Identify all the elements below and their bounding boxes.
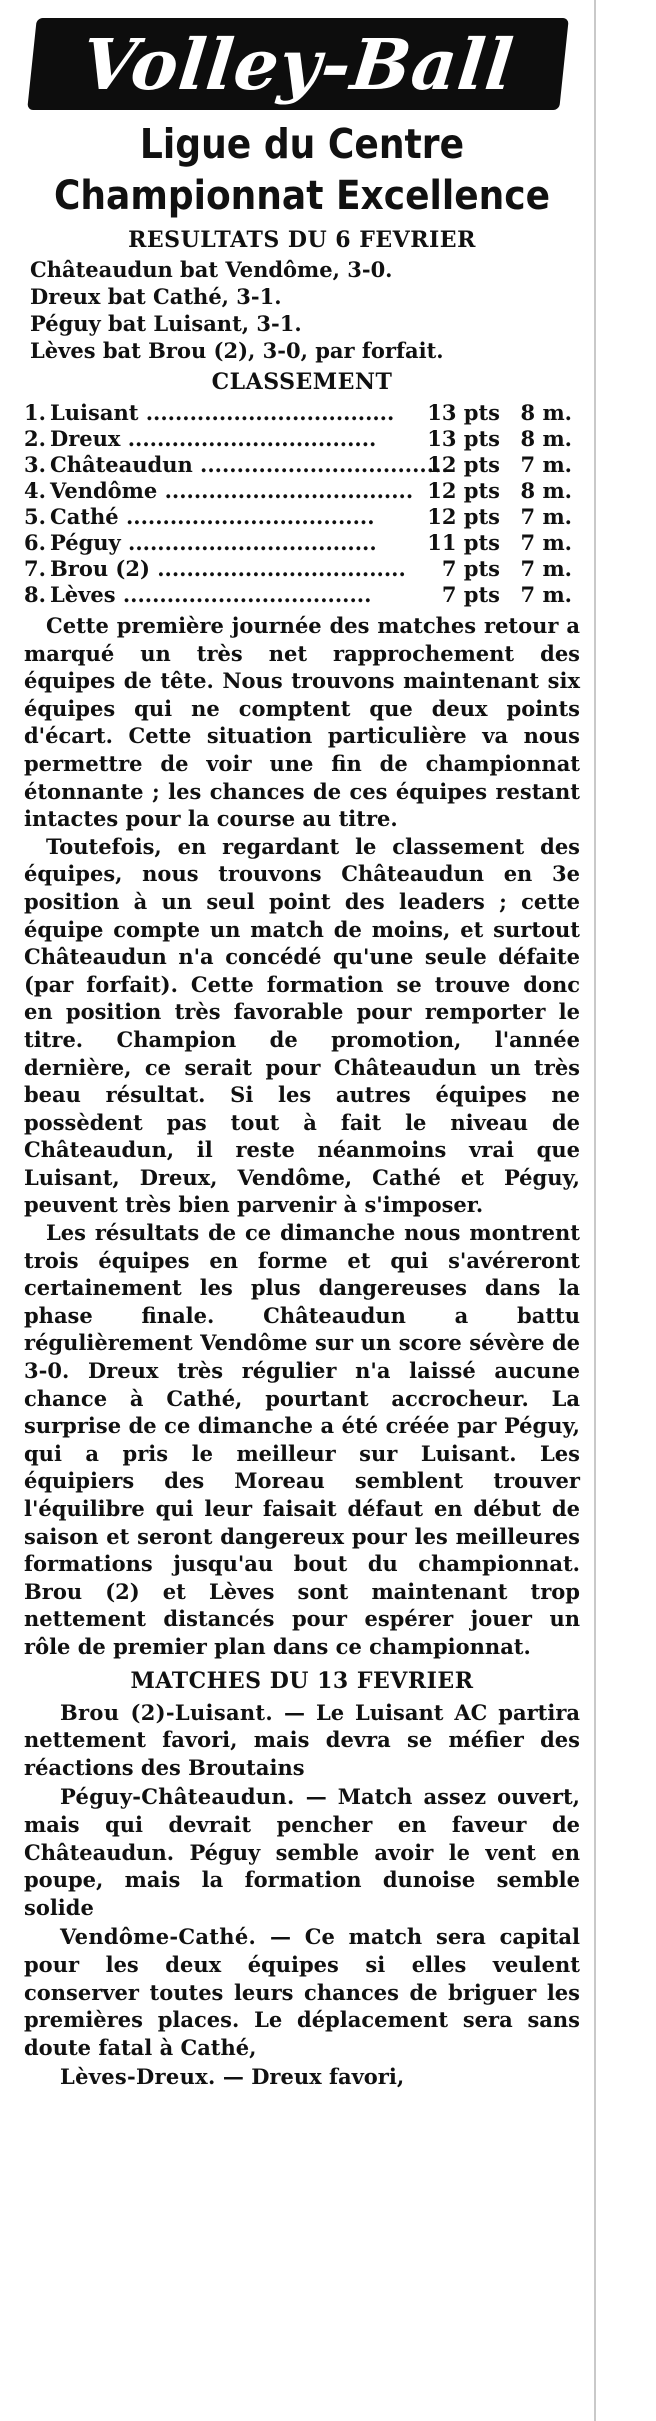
match-preview: Lèves-Dreux. — Dreux favori, bbox=[60, 2064, 405, 2090]
standings-row bbox=[24, 400, 580, 426]
standings-row bbox=[24, 426, 580, 452]
points: 12 pts bbox=[427, 452, 500, 477]
match-title: Vendôme-Cathé. bbox=[60, 1924, 257, 1950]
points: 7 pts bbox=[441, 582, 500, 607]
result-line: Châteaudun bat Vendôme, 3-0. bbox=[30, 257, 393, 282]
team-name: Châteaudun .................................. bbox=[50, 452, 449, 477]
points: 12 pts bbox=[427, 504, 500, 529]
matches-played: 8 m. bbox=[520, 400, 572, 425]
matches-played: 7 m. bbox=[520, 582, 572, 607]
match-title: Lèves-Dreux. bbox=[60, 2064, 216, 2090]
rank: 8. bbox=[24, 582, 46, 607]
result-line: Péguy bat Luisant, 3-1. bbox=[30, 311, 302, 336]
rank: 6. bbox=[24, 530, 46, 555]
match-text: Le Luisant AC partira nettement favori, mais devra se méfier des réactions des Broutains bbox=[24, 1699, 581, 1780]
rank: 3. bbox=[24, 452, 46, 477]
matches-played: 7 m. bbox=[520, 504, 572, 529]
match-preview: Vendôme-Cathé. — Ce match sera capital pour les deux équipes si elles veulent conserver toutes leurs chances de briguer les premières places. Le déplacement sera sans doute fatal à Cathé, bbox=[24, 1924, 580, 2060]
team-name: Luisant .................................. bbox=[50, 400, 395, 425]
column-rule bbox=[594, 0, 596, 2421]
match-preview: Brou (2)-Luisant. — Le Luisant AC partira nettement favori, mais devra se méfier des réactions des Broutains bbox=[24, 1699, 581, 1780]
team-name: Brou (2) .................................. bbox=[50, 556, 406, 581]
match-text: Match assez ouvert, mais qui devrait pencher en faveur de Châteaudun. Péguy semble avoir le vent en poupe, mais la formation dunoise semble solide bbox=[24, 1784, 580, 1920]
results-heading: RESULTATS DU 6 FEVRIER bbox=[128, 227, 476, 253]
section-banner: Volley-Ball bbox=[27, 18, 569, 110]
matches-heading: MATCHES DU 13 FEVRIER bbox=[130, 1667, 474, 1694]
team-name: Lèves .................................. bbox=[50, 582, 372, 607]
match-text: Dreux favori, bbox=[251, 2064, 405, 2090]
standings-table bbox=[24, 400, 580, 608]
team-name: Péguy .................................. bbox=[50, 530, 377, 555]
body-paragraph: Toutefois, en regardant le classement des équipes, nous trouvons Châteaudun en 3e position à un seul point des leaders ; cette équipe compte un match de moins, et surtout Châteaudun n'a concédé qu'une seule défaite (par forfait). Cette formation se trouve donc en position très favorable pour remporter le titre. Champion de promotion, l'année dernière, ce serait pour Châteaudun un très beau résultat. Si les autres équipes ne possèdent pas tout à fait le niveau de Châteaudun, il reste néanmoins vrai que Luisant, Dreux, Vendôme, Cathé et Péguy, peuvent très bien parvenir à s'imposer. bbox=[24, 833, 580, 1218]
matches-played: 7 m. bbox=[520, 452, 572, 477]
points: 11 pts bbox=[427, 530, 500, 555]
article-column bbox=[24, 18, 580, 2091]
matches-played: 7 m. bbox=[520, 556, 572, 581]
team-name: Cathé .................................. bbox=[50, 504, 375, 529]
matches-played: 8 m. bbox=[520, 478, 572, 503]
team-name: Dreux .................................. bbox=[50, 426, 377, 451]
result-line: Lèves bat Brou (2), 3-0, par forfait. bbox=[30, 338, 444, 363]
matches-played: 8 m. bbox=[520, 426, 572, 451]
points: 13 pts bbox=[427, 426, 500, 451]
championship-title: Championnat Excellence bbox=[53, 173, 551, 219]
body-paragraph: Cette première journée des matches retour a marqué un très net rapprochement des équipes de tête. Nous trouvons maintenant six équipes qui ne comptent que deux points d'écart. Cette situation particulière va nous permettre de voir une fin de championnat étonnante ; les chances de ces équipes restant intactes pour la course au titre. bbox=[24, 613, 580, 832]
league-title: Ligue du Centre bbox=[139, 120, 465, 168]
standings-row bbox=[24, 504, 580, 530]
match-preview: Péguy-Châteaudun. — Match assez ouvert, mais qui devrait pencher en faveur de Châteaudun. Péguy semble avoir le vent en poupe, mais la formation dunoise semble solide bbox=[24, 1784, 580, 1920]
standings-row bbox=[24, 452, 580, 478]
standings-row bbox=[24, 530, 580, 556]
result-line: Dreux bat Cathé, 3-1. bbox=[30, 284, 282, 309]
rank: 2. bbox=[24, 426, 46, 451]
points: 7 pts bbox=[441, 556, 500, 581]
team-name: Vendôme .................................. bbox=[50, 478, 414, 503]
body-paragraph: Les résultats de ce dimanche nous montrent trois équipes en forme et qui s'avéreront certainement les plus dangereuses dans la phase finale. Châteaudun a battu régulièrement Vendôme sur un score sévère de 3-0. Dreux très régulier n'a laissé aucune chance à Cathé, pourtant accrocheur. La surprise de ce dimanche a été créée par Péguy, qui a pris le meilleur sur Luisant. Les équipiers des Moreau semblent trouver l'équilibre qui leur faisait défaut en début de saison et seront dangereux pour les meilleures formations jusqu'au bout du championnat. Brou (2) et Lèves sont maintenant trop nettement distancés pour espérer jouer un rôle de premier plan dans ce championnat. bbox=[24, 1220, 580, 1659]
rank: 5. bbox=[24, 504, 46, 529]
standings-heading: CLASSEMENT bbox=[211, 369, 393, 395]
match-text: Ce match sera capital pour les deux équipes si elles veulent conserver toutes leurs chances de briguer les premières places. Le déplacement sera sans doute fatal à Cathé, bbox=[24, 1924, 580, 2060]
match-title: Brou (2)-Luisant. bbox=[60, 1699, 274, 1725]
match-title: Péguy-Châteaudun. bbox=[60, 1784, 295, 1810]
matches-played: 7 m. bbox=[520, 530, 572, 555]
standings-row bbox=[24, 478, 580, 504]
points: 13 pts bbox=[427, 400, 500, 425]
standings-row bbox=[24, 582, 580, 608]
results-list bbox=[24, 256, 580, 364]
rank: 7. bbox=[24, 556, 46, 581]
rank: 4. bbox=[24, 478, 46, 503]
rank: 1. bbox=[24, 400, 46, 425]
standings-row bbox=[24, 556, 580, 582]
points: 12 pts bbox=[427, 478, 500, 503]
